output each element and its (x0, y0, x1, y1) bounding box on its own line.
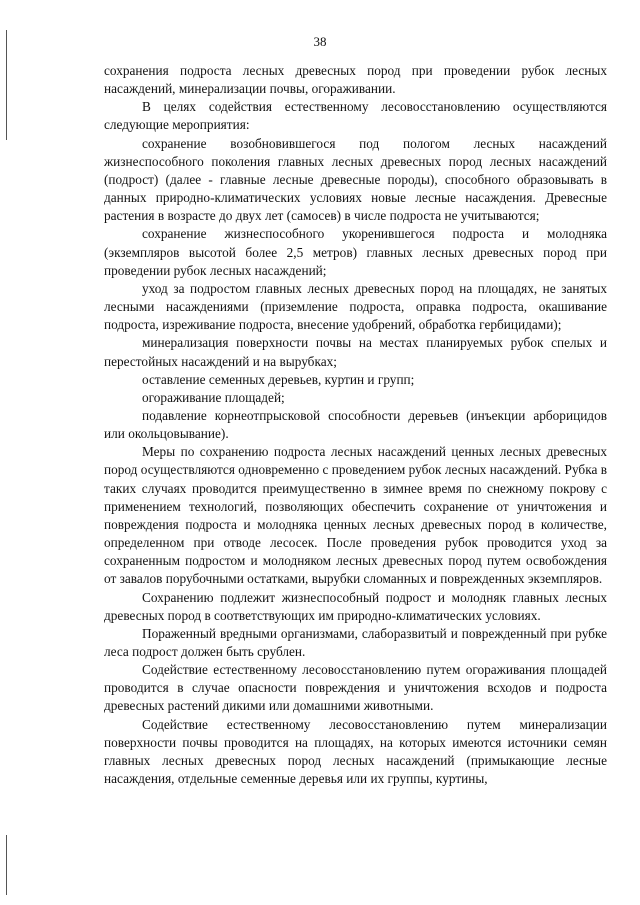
paragraph: Содействие естественному лесовосстановлению путем минерализации поверхности почвы проводится на площадях, на которых имеются источники семян главных лесных древесных пород лесных насаждений (примыкающие лесные насаждения, отдельные семенные деревья или их группы, куртины, (104, 716, 607, 787)
paragraph: Содействие естественному лесовосстановлению путем огораживания площадей проводится в случае опасности повреждения и уничтожения всходов и подроста древесных растений дикими или домашними животными. (104, 662, 607, 714)
paragraph: Пораженный вредными организмами, слаборазвитый и поврежденный при рубке леса подрост должен быть срублен. (104, 625, 607, 659)
paragraph: оставление семенных деревьев, куртин и групп; (142, 371, 415, 387)
paragraph: В целях содействия естественному лесовосстановлению осуществляются следующие мероприятия: (104, 99, 607, 133)
paragraph: сохранения подроста лесных древесных пород при проведении рубок лесных насаждений, минерализации почвы, огораживании. (104, 63, 607, 97)
paragraph: уход за подростом главных лесных древесных пород на площадях, не занятых лесными насаждениями (приземление подроста, оправка подроста, окашивание подроста, изреживание подроста, внесение удобрений, обработка гербицидами); (104, 280, 607, 333)
paragraph: подавление корнеотпрысковой способности деревьев (инъекции арборицидов или окольцовывание). (104, 407, 607, 442)
paragraph: сохранение возобновившегося под пологом лесных насаждений жизнеспособного поколения главных лесных древесных пород лесных насаждений (подрост) (далее - главные лесные древесные породы), способного образовывать в данных природно-климатических условиях новые лесные насаждения. Древесные растения в возрасте до двух лет (самосев) в числе подроста не учитываются; (104, 135, 607, 224)
paragraph: минерализация поверхности почвы на местах планируемых рубок спелых и перестойных насаждений и на вырубках; (104, 335, 607, 369)
paragraph: Сохранению подлежит жизнеспособный подрост и молодняк главных лесных древесных пород в соответствующих им природно-климатических условиях. (104, 589, 607, 623)
document-body (104, 62, 607, 788)
paragraph: огораживание площадей; (142, 389, 285, 405)
scan-edge-line-bottom (6, 835, 7, 895)
page-number: 38 (313, 34, 327, 49)
paragraph: Меры по сохранению подроста лесных насаждений ценных лесных древесных пород осуществляются одновременно с проведением рубок лесных насаждений. Рубка в таких случаях проводится преимущественно в зимнее время по снежному покрову с применением технологий, позволяющих обеспечить сохранение от уничтожения и повреждения подроста и молодняка ценных лесных древесных пород в количестве, определенном при отводе лесосек. После проведения рубок проводится уход за сохраненным подростом и молодняком лесных древесных пород путем освобождения от завалов порубочными остатками, вырубки сломанных и поврежденных экземпляров. (104, 444, 607, 587)
paragraph: сохранение жизнеспособного укоренившегося подроста и молодняка (экземпляров высотой более 2,5 метров) главных лесных древесных пород при проведении рубок лесных насаждений; (104, 226, 607, 278)
